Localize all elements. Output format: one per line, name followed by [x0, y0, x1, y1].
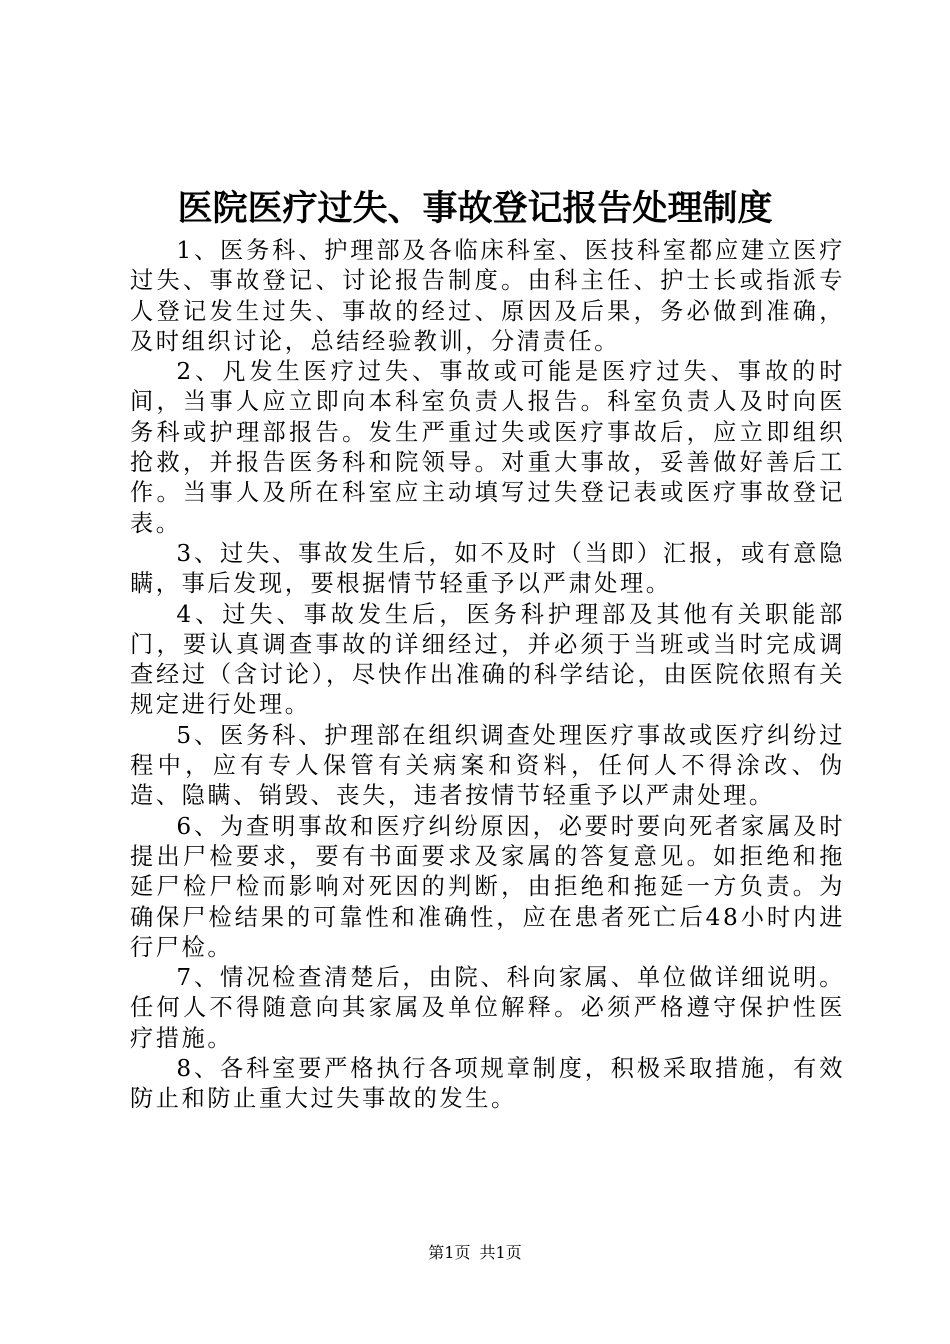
page-number-total: 共1页 [479, 1243, 522, 1262]
page-number-current: 第1页 [428, 1243, 471, 1262]
paragraph-7: 7、情况检查清楚后，由院、科向家属、单位做详细说明。任何人不得随意向其家属及单位解释。必须严格遵守保护性医疗措施。 [130, 964, 845, 1052]
document-body [130, 236, 845, 1115]
paragraph-8: 8、各科室要严格执行各项规章制度，积极采取措施，有效防止和防止重大过失事故的发生。 [130, 1055, 845, 1113]
paragraph-4: 4、过失、事故发生后，医务科护理部及其他有关职能部门，要认真调查事故的详细经过，并必须于当班或当时完成调查经过（含讨论），尽快作出准确的科学结论，由医院依照有关规定进行处理。 [130, 600, 845, 719]
paragraph-3: 3、过失、事故发生后，如不及时（当即）汇报，或有意隐瞒，事后发现，要根据情节轻重予以严肃处理。 [130, 539, 845, 598]
page-title: 医院医疗过失、事故登记报告处理制度 [177, 188, 773, 229]
paragraph-5: 5、医务科、护理部在组织调查处理医疗事故或医疗纠纷过程中，应有专人保管有关病案和资料，任何人不得涂改、伪造、隐瞒、销毁、丧失，违者按情节轻重予以严肃处理。 [130, 721, 845, 810]
paragraph-2: 2、凡发生医疗过失、事故或可能是医疗过失、事故的时间，当事人应立即向本科室负责人报告。科室负责人及时向医务科或护理部报告。发生严重过失或医疗事故后，应立即组织抢救，并报告医务科和院领导。对重大事故，妥善做好善后工作。当事人及所在科室应主动填写过失登记表或医疗事故登记表。 [130, 358, 845, 537]
page-footer [0, 1242, 950, 1264]
paragraph-1: 1、医务科、护理部及各临床科室、医技科室都应建立医疗过失、事故登记、讨论报告制度。由科主任、护士长或指派专人登记发生过失、事故的经过、原因及后果，务必做到准确，及时组织讨论，总结经验教训，分清责任。 [130, 237, 845, 355]
paragraph-6: 6、为查明事故和医疗纠纷原因，必要时要向死者家属及时提出尸检要求，要有书面要求及家属的答复意见。如拒绝和拖延尸检尸检而影响对死因的判断，由拒绝和拖延一方负责。为确保尸检结果的可靠性和准确性，应在患者死亡后48小时内进行尸检。 [130, 812, 845, 961]
